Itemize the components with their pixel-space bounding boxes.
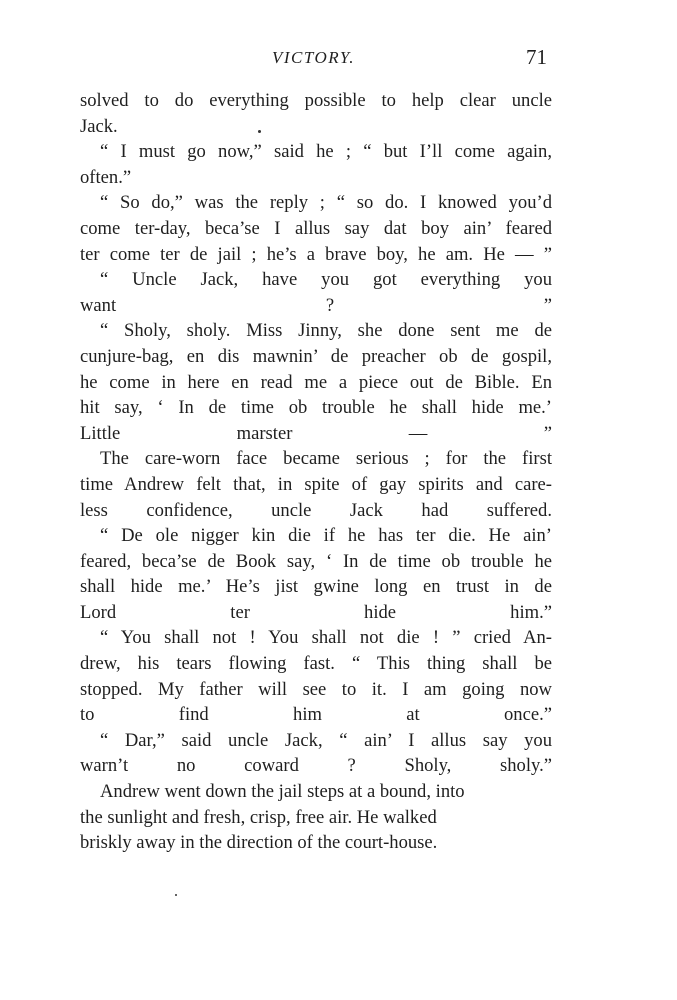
- text-line: come ter-day, beca’se I allus say dat boy ain’ feared: [80, 217, 552, 239]
- text-line: hit say, ‘ In de time ob trouble he shall hide me.’: [80, 397, 552, 419]
- text-line: solved to do everything possible to help clear uncle: [80, 90, 552, 111]
- text-line: feared, beca’se de Book say, ‘ In de time ob trouble he: [80, 550, 552, 572]
- text-line: cunjure-bag, en dis mawnin’ de preacher ob de gospil,: [80, 345, 552, 367]
- running-head: [0, 45, 677, 74]
- paragraph: [80, 190, 552, 267]
- text-line: “ Dar,” said uncle Jack, “ ain’ I allus say you: [100, 729, 552, 751]
- text-line: “ Sholy, sholy. Miss Jinny, she done sent me de: [100, 320, 552, 342]
- text-line: “ So do,” was the reply ; “ so do. I knowed you’d: [100, 192, 552, 214]
- paragraph: [80, 267, 552, 318]
- text-line: Lord ter hide him.”: [80, 601, 552, 623]
- text-line: “ You shall not ! You shall not die ! ” cried An-: [100, 627, 552, 649]
- text-line: the sunlight and fresh, crisp, free air. He walked: [80, 806, 437, 828]
- text-line: often.”: [80, 166, 132, 188]
- text-line: “ I must go now,” said he ; “ but I’ll come again,: [100, 141, 552, 163]
- running-title: VICTORY.: [272, 48, 356, 67]
- text-line: Little marster — ”: [80, 422, 552, 444]
- text-line: time Andrew felt that, in spite of gay spirits and care-: [80, 473, 552, 495]
- text-line: want ? ”: [80, 294, 552, 316]
- page-number: 71: [526, 45, 547, 69]
- text-line: “ Uncle Jack, have you got everything you: [100, 269, 552, 291]
- body-text: [80, 88, 552, 856]
- text-line: to find him at once.”: [80, 704, 552, 726]
- text-line: ter come ter de jail ; he’s a brave boy, he am. He — ”: [80, 243, 552, 265]
- paragraph: [80, 139, 552, 190]
- text-line: “ De ole nigger kin die if he has ter die. He ain’: [100, 525, 552, 547]
- paragraph: [80, 625, 552, 727]
- text-line: he come in here en read me a piece out de Bible. En: [80, 371, 552, 393]
- text-line: drew, his tears flowing fast. “ This thing shall be: [80, 653, 552, 675]
- paragraph: [80, 779, 552, 856]
- ink-speck: [175, 894, 177, 896]
- paragraph: [80, 88, 552, 139]
- text-line: briskly away in the direction of the court-house.: [80, 832, 438, 854]
- text-line: The care-worn face became serious ; for the first: [100, 448, 552, 470]
- paragraph: [80, 446, 552, 523]
- paragraph: [80, 728, 552, 779]
- paragraph: [80, 318, 552, 446]
- text-line: less confidence, uncle Jack had suffered.: [80, 499, 552, 521]
- ink-speck: [258, 130, 261, 133]
- text-line: stopped. My father will see to it. I am going now: [80, 678, 552, 700]
- text-line: warn’t no coward ? Sholy, sholy.”: [80, 755, 552, 777]
- text-line: Jack.: [80, 115, 118, 137]
- text-line: shall hide me.’ He’s jist gwine long en trust in de: [80, 576, 552, 598]
- text-line: Andrew went down the jail steps at a bound, into: [100, 781, 465, 803]
- paragraph: [80, 523, 552, 625]
